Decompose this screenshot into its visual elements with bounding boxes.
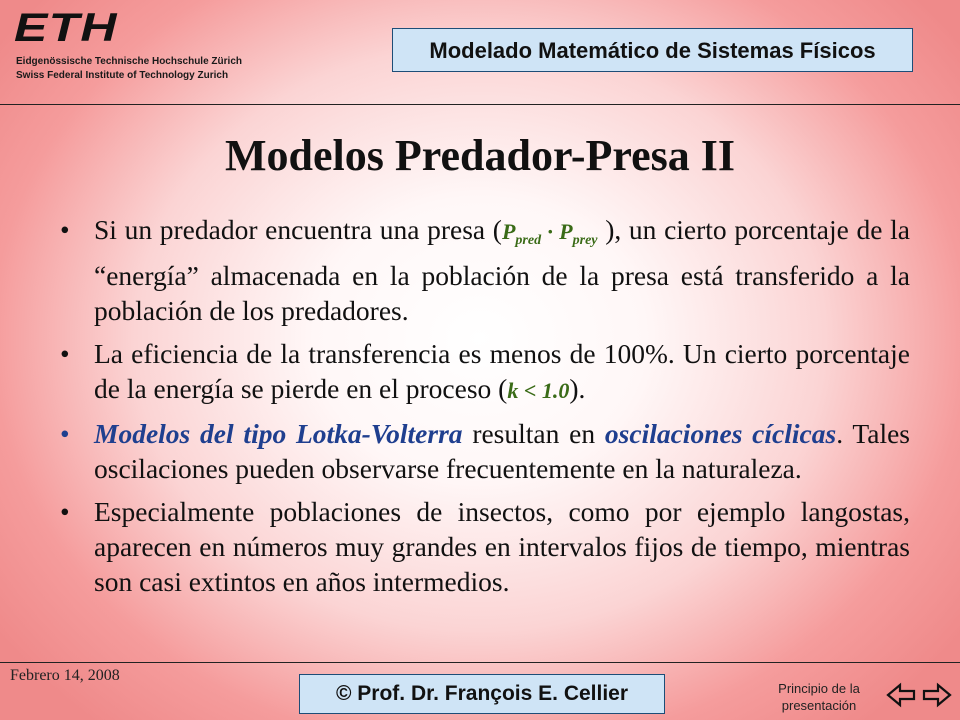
arrow-left-icon[interactable]: [888, 685, 914, 705]
eth-logo: [14, 8, 264, 88]
bullet-marker: •: [60, 338, 70, 369]
bullet-marker: •: [60, 418, 70, 449]
header-divider: [0, 104, 960, 105]
arrow-right-icon[interactable]: [924, 685, 950, 705]
course-title: Modelado Matemático de Sistemas Físicos: [429, 38, 876, 63]
bullet-2-text-start: La eficiencia de la transferencia es menos de 100%. Un cierto porcentaje de la energía se pierde en el proceso (: [94, 338, 910, 404]
footer-divider: [0, 662, 960, 663]
formula-p-pred-times-p-prey: $P_{pred} \cdot P_{prey}$: [501, 219, 598, 248]
bullet-2-text-end: ).: [569, 373, 586, 404]
bullet-3-text-mid: resultan en: [462, 418, 605, 449]
slide-date: Febrero 14, 2008: [10, 667, 120, 684]
bullet-item-2: [54, 336, 910, 408]
bullet-4-text: Especialmente poblaciones de insectos, como por ejemplo langostas, aparecen en números muy grandes en intervalos fijos de tiempo, mientras son casi extintos en años intermedios.: [94, 496, 910, 597]
bullet-1-text-start: Si un predador encuentra una presa (: [94, 214, 502, 245]
copyright-box: © Prof. Dr. François E. Cellier: [299, 674, 665, 714]
eth-logo-mark: ETH: [14, 6, 118, 50]
bullet-item-4: [54, 494, 910, 599]
eth-logo-line-english: Swiss Federal Institute of Technology Zurich: [16, 70, 229, 81]
nav-arrows: [886, 680, 952, 710]
eth-logo-line-german: Eidgenössische Technische Hochschule Zürich: [16, 56, 242, 67]
bullet-marker: •: [60, 214, 70, 245]
emphasis-oscilaciones-ciclicas: oscilaciones cíclicas: [604, 418, 837, 449]
bullet-3-text-end: . Tales oscilaciones pueden observarse frecuentemente en la naturaleza.: [94, 418, 910, 484]
emphasis-lotka-volterra: Modelos del tipo Lotka-Volterra: [94, 418, 463, 449]
bullet-item-1: [54, 212, 910, 328]
bullet-1-text-end: ), un cierto porcentaje de la “energía” almacenada en la población de la presa está transferido a la población de los predadores.: [94, 214, 910, 326]
bullet-list: [54, 212, 910, 607]
home-link[interactable]: Principio de la presentación: [778, 681, 860, 713]
bullet-marker: •: [60, 496, 70, 527]
bullet-item-3: [54, 416, 910, 486]
slide-title: Modelos Predador-Presa II: [224, 131, 736, 180]
formula-k-less-than-one: k < 1.0: [507, 378, 570, 403]
